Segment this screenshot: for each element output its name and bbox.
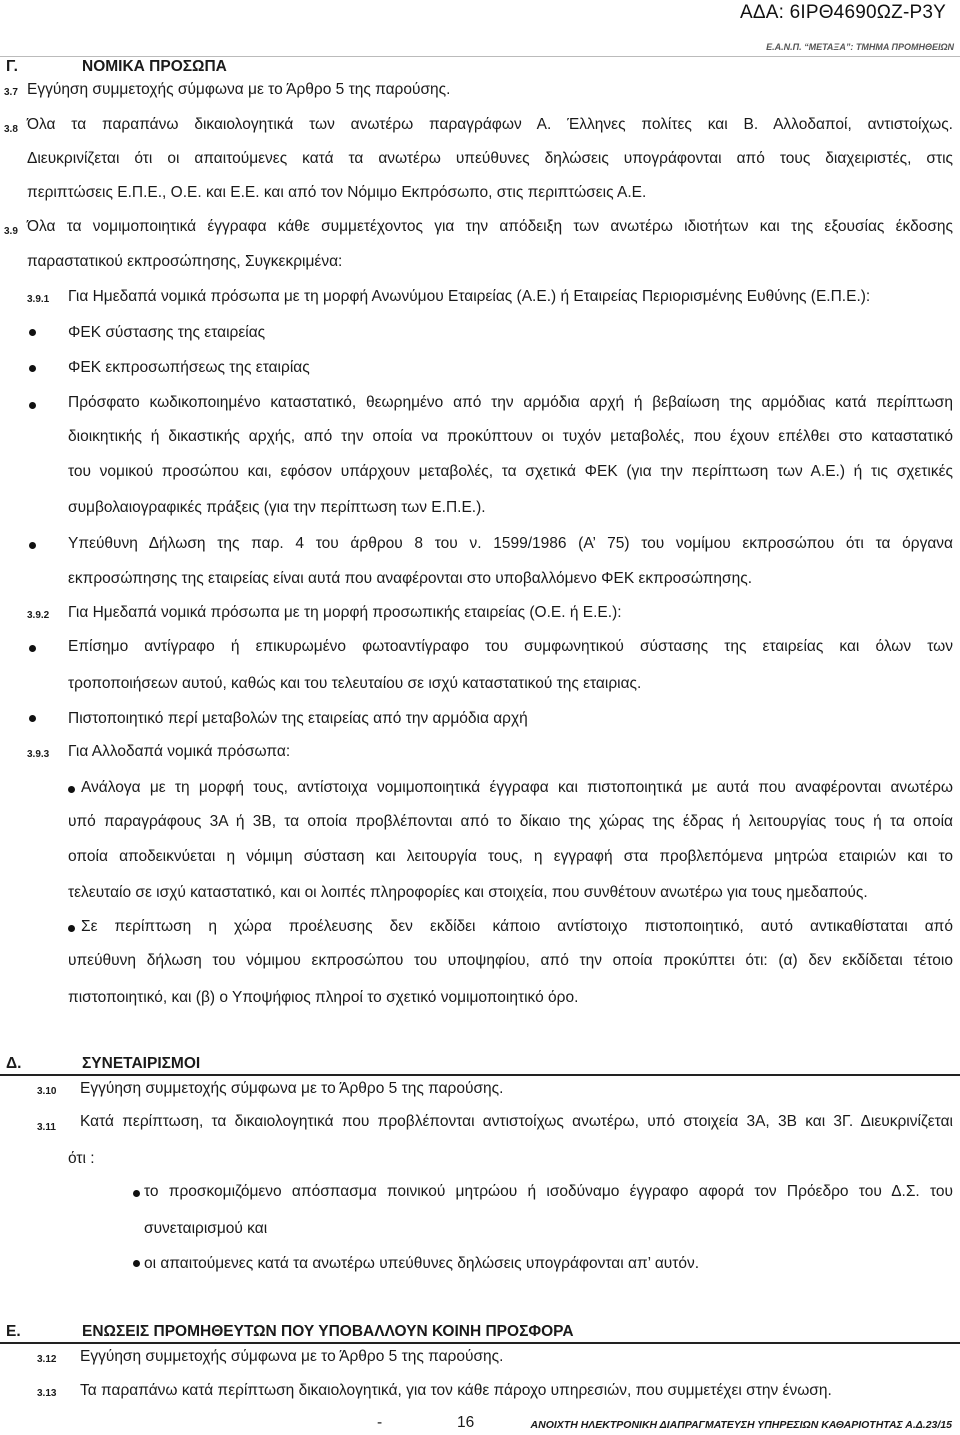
item-number-3-7: 3.7 [4,87,18,98]
bullet-text-line: συμβολαιογραφικές πράξεις (για την περίπτωση των Ε.Π.Ε.). [68,499,486,516]
bullet-text: ΦΕΚ σύστασης της εταιρείας [68,324,266,341]
header-divider [0,56,960,57]
section-d-title: ΣΥΝΕΤΑΙΡΙΣΜΟΙ [82,1055,201,1072]
section-e-title: ΕΝΩΣΕΙΣ ΠΡΟΜΗΘΕΥΤΩΝ ΠΟΥ ΥΠΟΒΑΛΛΟΥΝ ΚΟΙΝΗ ΠΡΟΣΦΟΡΑ [82,1323,574,1340]
bullet-icon [29,645,36,652]
bullet-text-line: Ανάλογα με τη μορφή τους, αντίστοιχα νομιμοποιητικά έγγραφα και πιστοποιητικά με αυτά που αναφέρονται ανωτέρω [81,779,953,796]
bullet-text-line: Σε περίπτωση η χώρα προέλευσης δεν εκδίδει κάποιο αντίστοιχο πιστοποιητικό, αυτό αντικαθίσταται από [81,918,953,935]
section-e-underline [0,1342,960,1344]
bullet-icon [29,402,36,409]
section-d-underline [0,1074,960,1076]
bullet-icon [68,925,75,932]
item-text-3-8-line: περιπτώσεις Ε.Π.Ε., Ο.Ε. και Ε.Ε. και από τον Νόμιμο Εκπρόσωπο, στις περιπτώσεις Α.Ε. [27,184,647,201]
footer-document-title: ΑΝΟΙΧΤΗ ΗΛΕΚΤΡΟΝΙΚΗ ΔΙΑΠΡΑΓΜΑΤΕΥΣΗ ΥΠΗΡΕΣΙΩΝ ΚΑΘΑΡΙΟΤΗΤΑΣ Α.Δ.23/15 [530,1419,952,1431]
bullet-text-line: του νομικού προσώπου και, εφόσον υπάρχουν μεταβολές, τα σχετικά ΦΕΚ (για την περίπτωση των Α.Ε.) ή τις σχετικές [68,463,953,480]
bullet-text-line: τελευταίο σε ισχύ καταστατικό, και οι λοιπές πληροφορίες και στοιχεία, που συνθέτουν ανωτέρω για τους ημεδαπούς. [68,884,868,901]
bullet-text-line: τροποποιήσεων αυτού, καθώς και του τελευταίου σε ισχύ καταστατικού της εταιριας. [68,675,642,692]
item-text-3-8-line: Όλα τα παραπάνω δικαιολογητικά των ανωτέρω παραγράφων Α. Έλληνες πολίτες και Β. Αλλοδαποί, αντιστοίχως. [27,116,953,133]
bullet-text-line: συνεταιρισμού και [144,1220,268,1237]
item-number-3-9-1: 3.9.1 [27,294,50,305]
header-department: Ε.Α.Ν.Π. “ΜΕΤΑΞΑ”: ΤΜΗΜΑ ΠΡΟΜΗΘΕΙΩΝ [766,42,954,52]
bullet-text-line: Υπεύθυνη Δήλωση της παρ. 4 του άρθρου 8 του ν. 1599/1986 (Α’ 75) του νομίμου εκπροσώπου ότι τα όργανα [68,535,953,552]
page-number: 16 [457,1414,475,1431]
item-text-3-9-line: παραστατικού εκπροσώπησης, Συγκεκριμένα: [27,253,343,270]
section-g-title: ΝΟΜΙΚΑ ΠΡΟΣΩΠΑ [82,58,227,75]
item-text-3-11-line: ότι : [68,1150,95,1167]
item-text-3-12: Εγγύηση συμμετοχής σύμφωνα με το Άρθρο 5 της παρούσης. [80,1348,504,1365]
item-text-3-9-2: Για Ημεδαπά νομικά πρόσωπα με τη μορφή προσωπικής εταιρείας (Ο.Ε. ή Ε.Ε.): [68,604,622,621]
bullet-text-line: Πρόσφατο κωδικοποιημένο καταστατικό, θεωρημένο από την αρμόδια αρχή ή βεβαίωση της αρμόδιας κατά περίπτωση [68,394,953,411]
bullet-icon [29,715,36,722]
item-number-3-10: 3.10 [37,1086,57,1097]
bullet-text-line: οποία αποδεικνύεται η νόμιμη σύσταση και λειτουργία τους, η εγγραφή στα προβλεπόμενα μητρώα εταιριών και το [68,848,953,865]
item-text-3-9-3: Για Αλλοδαπά νομικά πρόσωπα: [68,743,291,760]
item-text-3-13: Τα παραπάνω κατά περίπτωση δικαιολογητικά, για τον κάθε πάροχο υπηρεσιών, που συμμετέχει στην ένωση. [80,1382,832,1399]
bullet-icon [29,329,36,336]
bullet-text-line: διοικητικής ή δικαστικής αρχής, από την οποία να προκύπτουν οι τυχόν μεταβολές, που έχουν επέλθει στο καταστατικό [68,428,953,445]
bullet-text-line: το προσκομιζόμενο απόσπασμα ποινικού μητρώου ή ισοδύναμο έγγραφο αφορά τον Πρόεδρο του Δ.Σ. του [144,1183,953,1200]
section-d-letter: Δ. [6,1055,22,1072]
bullet-text: ΦΕΚ εκπροσωπήσεως της εταιρίας [68,359,310,376]
bullet-icon [29,542,36,549]
bullet-text: Πιστοποιητικό περί μεταβολών της εταιρείας από την αρμόδια αρχή [68,710,528,727]
bullet-icon [133,1260,140,1267]
bullet-icon [29,365,36,372]
item-text-3-9-line: Όλα τα νομιμοποιητικά έγγραφα κάθε συμμετέχοντος για την απόδειξη των ανωτέρω ιδιοτήτων και της εξουσίας έκδοσης [27,218,953,235]
item-number-3-9-2: 3.9.2 [27,610,50,621]
item-text-3-10: Εγγύηση συμμετοχής σύμφωνα με το Άρθρο 5 της παρούσης. [80,1080,504,1097]
bullet-text-line: εκπροσώπησης της εταιρείας είναι αυτά που αναφέρονται στο υποβαλλόμενο ΦΕΚ εκπροσώπησης. [68,570,753,587]
item-number-3-9-3: 3.9.3 [27,749,50,760]
item-text-3-8-line: Διευκρινίζεται ότι οι απαιτούμενες κατά τα ανωτέρω υπεύθυνες δηλώσεις υπογράφονται από τους διαχειριστές, στις [27,150,953,167]
bullet-text-line: Επίσημο αντίγραφο ή επικυρωμένο φωτοαντίγραφο του συμφωνητικού σύστασης της εταιρείας και όλων των [68,638,953,655]
bullet-text: οι απαιτούμενες κατά τα ανωτέρω υπεύθυνες δηλώσεις υπογράφονται απ’ αυτόν. [144,1255,700,1272]
item-number-3-12: 3.12 [37,1354,57,1365]
bullet-icon [68,786,75,793]
item-number-3-11: 3.11 [37,1122,56,1133]
section-g-letter: Γ. [6,58,18,75]
item-text-3-7: Εγγύηση συμμετοχής σύμφωνα με το Άρθρο 5 της παρούσης. [27,81,451,98]
footer-dash: - [377,1414,383,1431]
item-number-3-13: 3.13 [37,1388,57,1399]
ada-code: ΑΔΑ: 6ΙΡΘ4690ΩΖ-Ρ3Υ [739,2,946,23]
bullet-text-line: πιστοποιητικό, και (β) ο Υποψήφιος πληροί το σχετικό νομιμοποιητικό όρο. [68,989,579,1006]
item-number-3-8: 3.8 [4,124,18,135]
item-text-3-11-line: Κατά περίπτωση, τα δικαιολογητικά που προβλέπονται αντιστοίχως ανωτέρω, υπό στοιχεία 3Α, 3Β και 3Γ. Διευκρινίζεται [80,1113,953,1130]
section-e-letter: Ε. [6,1323,21,1340]
item-text-3-9-1: Για Ημεδαπά νομικά πρόσωπα με τη μορφή Ανωνύμου Εταιρείας (Α.Ε.) ή Εταιρείας Περιορισμένης Ευθύνης (Ε.Π.Ε.): [68,288,871,305]
bullet-text-line: υπεύθυνη δήλωση του νόμιμου εκπροσώπου του υποψηφίου, από την οποία προκύπτει ότι: (α) δεν εκδίδεται τέτοιο [68,952,953,969]
bullet-text-line: υπό παραγράφους 3Α ή 3Β, τα οποία προβλέπονται από το δίκαιο της χώρας της έδρας ή λειτουργίας τους ή τα οποία [68,813,953,830]
bullet-icon [133,1190,140,1197]
item-number-3-9: 3.9 [4,226,18,237]
